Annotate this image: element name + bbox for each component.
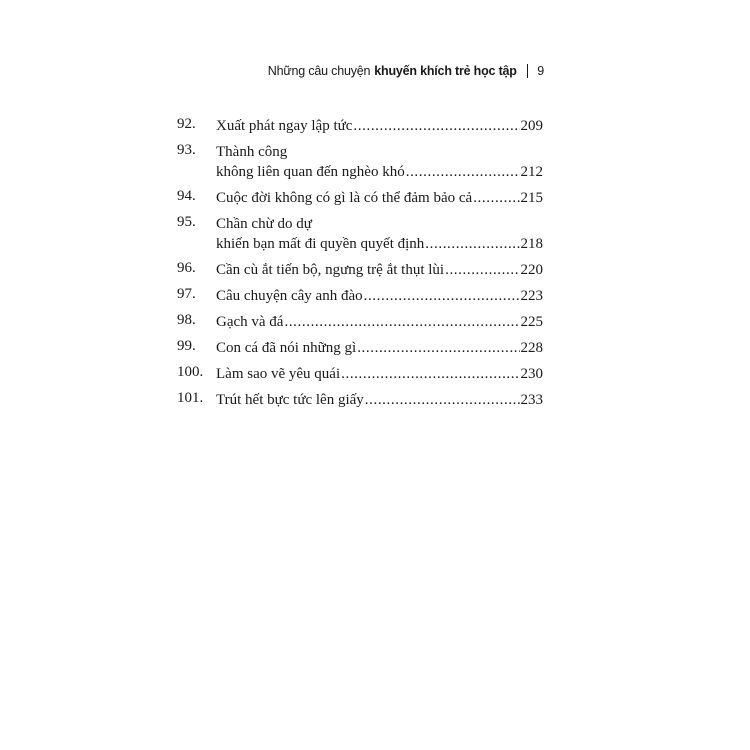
header-title-regular: Những câu chuyện: [267, 64, 371, 78]
toc-entry-title: Con cá đã nói những gì: [216, 340, 357, 356]
toc-entry-title: Câu chuyện cây anh đào: [216, 288, 363, 304]
toc-entry: [177, 142, 543, 182]
toc-entry-number: 94.: [177, 188, 196, 204]
dot-leader: [364, 286, 520, 306]
toc-entry-title: Trút hết bực tức lên giấy: [216, 392, 364, 408]
toc-entry-page: 228: [520, 340, 543, 356]
toc-entry: [177, 312, 543, 332]
toc-entry-page: 220: [520, 262, 543, 278]
toc-entry: [177, 214, 543, 254]
dot-leader: [445, 260, 519, 280]
toc-entry-page: 212: [520, 164, 543, 180]
toc-entry: [177, 390, 543, 410]
toc-entry-number: 100.: [177, 364, 204, 380]
toc-entry-number: 93.: [177, 142, 196, 158]
toc-entry-page: 230: [520, 366, 543, 382]
toc-entry-title: không liên quan đến nghèo khó: [216, 164, 405, 180]
dot-leader: [406, 162, 520, 182]
dot-leader: [284, 312, 519, 332]
toc-entry: [177, 286, 543, 306]
toc-entry-title: Làm sao vẽ yêu quái: [216, 366, 341, 382]
toc-entry: [177, 260, 543, 280]
toc-entry-number: 98.: [177, 312, 196, 328]
toc-entry: [177, 116, 543, 136]
toc-entry-number: 95.: [177, 214, 196, 230]
toc-entry-title: Cuộc đời không có gì là có thể đảm bảo cả: [216, 190, 473, 206]
toc-entry-title: Chần chừ do dự: [216, 216, 312, 232]
dot-leader: [425, 234, 519, 254]
toc-entry-page: 215: [520, 190, 543, 206]
toc-entry-title: khiến bạn mất đi quyền quyết định: [216, 236, 425, 252]
toc-entry-page: 218: [520, 236, 543, 252]
toc-entry: [177, 364, 543, 384]
toc-entry: [177, 338, 543, 358]
dot-leader: [365, 390, 520, 410]
toc-entry-page: 225: [520, 314, 543, 330]
toc-entry: [177, 188, 543, 208]
toc-entry-title: Thành công: [216, 144, 288, 160]
running-header: [268, 64, 544, 78]
toc-entry-title: Cần cù ắt tiến bộ, ngưng trệ ắt thụt lùi: [216, 262, 445, 278]
toc-entry-title: Gạch và đá: [216, 314, 284, 330]
toc-entry-page: 223: [520, 288, 543, 304]
toc-entry-number: 97.: [177, 286, 196, 302]
toc-entry-number: 99.: [177, 338, 196, 354]
dot-leader: [357, 338, 519, 358]
toc-entry-page: 233: [520, 392, 543, 408]
dot-leader: [353, 116, 519, 136]
toc-entry-title: Xuất phát ngay lập tức: [216, 118, 353, 134]
header-page-number: 9: [537, 64, 544, 78]
toc-entry-page: 209: [520, 118, 543, 134]
dot-leader: [473, 188, 519, 208]
toc-entry-number: 101.: [177, 390, 204, 406]
header-divider: [527, 64, 529, 78]
header-title-bold: khuyến khích trẻ học tập: [374, 64, 517, 78]
toc-entry-number: 96.: [177, 260, 196, 276]
toc-entry-number: 92.: [177, 116, 196, 132]
table-of-contents: [177, 116, 543, 416]
dot-leader: [341, 364, 519, 384]
